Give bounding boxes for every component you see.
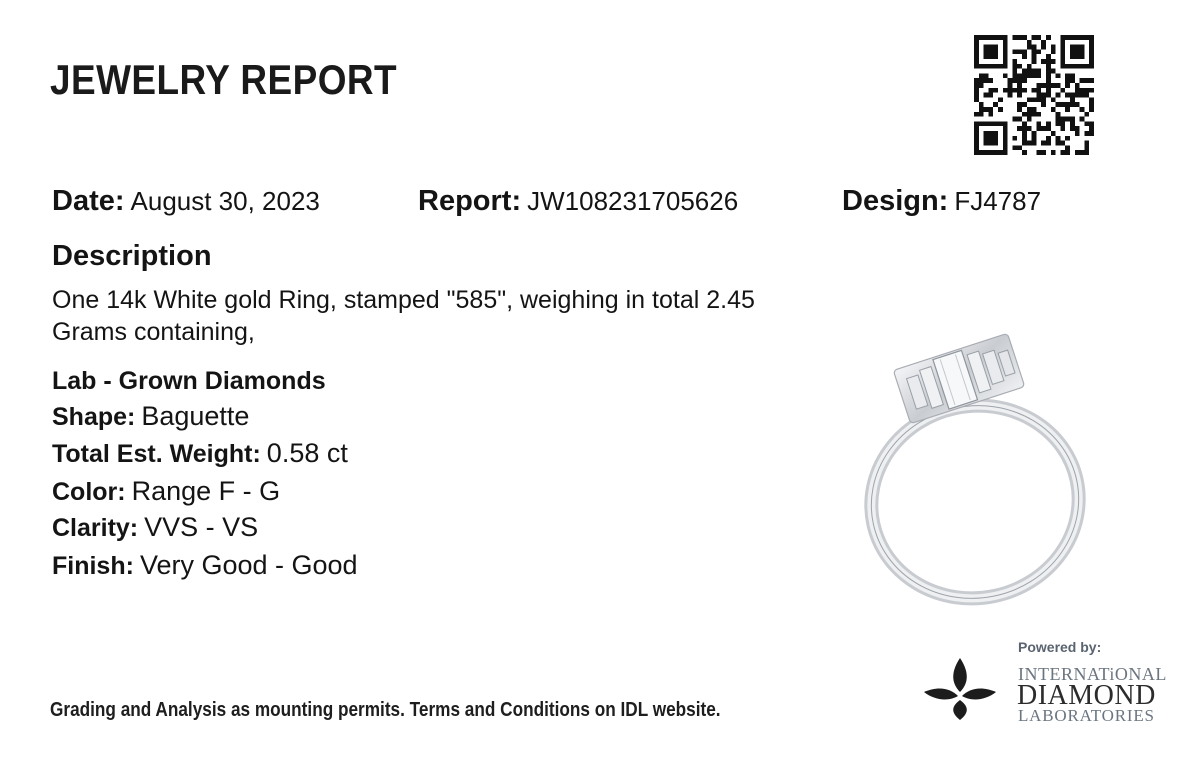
powered-by-label: Powered by: — [1018, 639, 1102, 655]
color-row — [52, 476, 280, 507]
color-label: Color: — [52, 478, 126, 506]
design-value: FJ4787 — [954, 186, 1042, 216]
date-label: Date: — [52, 185, 125, 217]
color-value: Range F - G — [131, 476, 281, 506]
weight-label: Total Est. Weight: — [52, 440, 261, 468]
report-number-field — [418, 185, 738, 218]
report-label: Report: — [418, 185, 522, 217]
clarity-row — [52, 512, 258, 543]
clarity-label: Clarity: — [52, 514, 139, 542]
date-value: August 30, 2023 — [130, 186, 320, 216]
design-label: Design: — [842, 185, 949, 217]
shape-row — [52, 401, 249, 432]
logo-line-international: INTERNATiONAL — [1018, 664, 1167, 684]
idl-logo-icon — [920, 656, 1000, 722]
report-value: JW108231705626 — [527, 186, 739, 216]
stones-heading: Lab - Grown Diamonds — [52, 367, 326, 395]
date-field — [52, 185, 320, 218]
shape-label: Shape: — [52, 403, 136, 431]
weight-value: 0.58 ct — [266, 438, 348, 468]
clarity-value: VVS - VS — [144, 512, 259, 542]
logo-line-diamond: DIAMOND — [1017, 680, 1156, 711]
logo-line-laboratories: LABORATORIES — [1018, 706, 1155, 725]
weight-row — [52, 438, 348, 469]
description-text: One 14k White gold Ring, stamped "585", weighing in total 2.45 Grams containing, — [52, 286, 755, 346]
design-field — [842, 185, 1041, 218]
ring-image — [850, 330, 1100, 610]
shape-value: Baguette — [141, 401, 250, 431]
finish-value: Very Good - Good — [139, 550, 358, 580]
finish-label: Finish: — [52, 552, 134, 580]
report-title: JEWELRY REPORT — [50, 56, 398, 103]
qr-code-icon[interactable] — [974, 35, 1094, 155]
disclaimer-text: Grading and Analysis as mounting permits. Terms and Conditions on IDL website. — [50, 699, 721, 721]
description-heading: Description — [52, 240, 212, 272]
finish-row — [52, 550, 358, 581]
